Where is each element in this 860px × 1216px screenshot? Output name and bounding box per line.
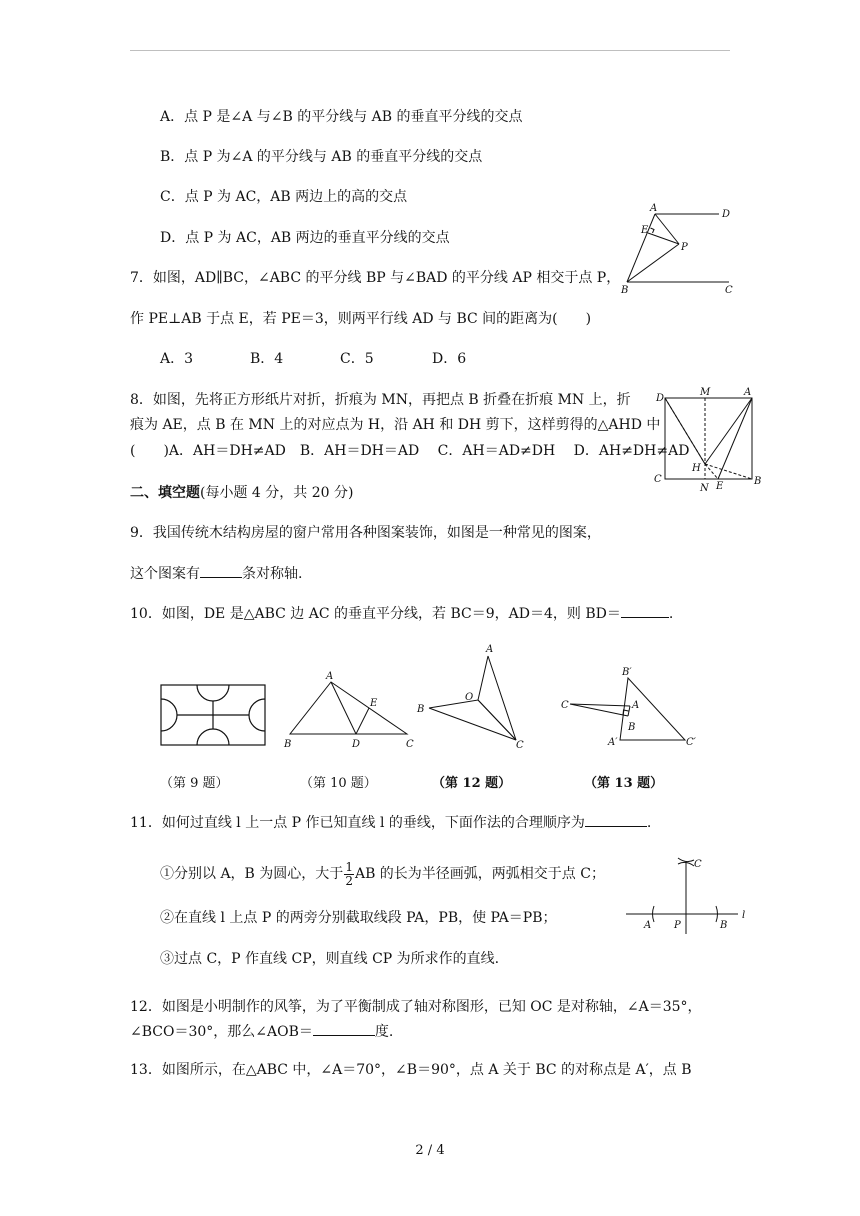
q7-label-c: C xyxy=(725,285,733,296)
q10-post: . xyxy=(668,606,674,622)
q10-label-e: E xyxy=(370,698,378,709)
q12-line2 xyxy=(130,1021,393,1042)
q9-line1: 9．我国传统木结构房屋的窗户常用各种图案装饰，如图是一种常见的图案， xyxy=(130,525,601,541)
q10-label-c: C xyxy=(406,739,414,750)
q13-label-a: A xyxy=(632,700,640,711)
q7-line2: 作 PE⊥AB 于点 E，若 PE＝3，则两平行线 AD 与 BC 间的距离为( ) xyxy=(130,311,592,327)
q8-figure xyxy=(650,385,760,495)
q8-line2: 痕为 AE，点 B 在 MN 上的对应点为 H，沿 AH 和 DH 剪下，这样剪得的△AHD 中 xyxy=(130,417,661,433)
q13-label-aprime: A′ xyxy=(608,737,618,748)
one-half-fraction xyxy=(344,861,354,888)
caption-q10: （第 10 题） xyxy=(300,776,377,791)
q12-label-a: A xyxy=(486,644,494,655)
q13-label-cprime: C′ xyxy=(686,737,696,748)
q7-option-c: C．5 xyxy=(340,351,374,367)
q9-answer-blank[interactable] xyxy=(200,563,242,578)
q12-label-o: O xyxy=(465,692,474,703)
q13-label-c: C xyxy=(561,700,569,711)
q9-figure xyxy=(160,684,266,746)
q8-line3: ( )A．AH＝DH≠AD B．AH＝DH＝AD C．AH＝AD≠DH D．AH≠DH≠AD xyxy=(130,443,690,459)
q10-label-a: A xyxy=(326,671,334,682)
section-title: 二、填空题 xyxy=(130,485,200,501)
q8-label-c: C xyxy=(654,474,662,485)
q8-label-n: N xyxy=(700,483,709,494)
q7-label-e: E xyxy=(641,225,649,236)
q11-step3: ③过点 C，P 作直线 CP，则直线 CP 为所求作的直线. xyxy=(160,951,500,967)
q12-label-b: B xyxy=(417,704,425,715)
q12-answer-blank[interactable] xyxy=(313,1021,375,1036)
q7-line1: 7．如图，AD∥BC，∠ABC 的平分线 BP 与∠BAD 的平分线 AP 相交于点 P， xyxy=(130,270,621,286)
q10-line xyxy=(130,603,673,624)
q12-post: 度. xyxy=(374,1024,394,1040)
caption-q13: （第 13 题） xyxy=(584,776,664,791)
q10-label-b: B xyxy=(284,739,292,750)
q7-figure xyxy=(615,200,745,300)
section-note: (每小题 4 分，共 20 分) xyxy=(200,485,354,501)
q7-option-a: A．3 xyxy=(160,351,194,367)
q8-label-m: M xyxy=(700,387,711,398)
caption-q12: （第 12 题） xyxy=(432,776,512,791)
header-rule xyxy=(130,50,730,51)
q9-line2 xyxy=(130,563,302,584)
q13-figure xyxy=(558,660,708,750)
q10-answer-blank[interactable] xyxy=(621,603,669,618)
q11-line xyxy=(130,812,651,833)
q12-line1: 12．如图是小明制作的风筝，为了平衡制成了轴对称图形，已知 OC 是对称轴，∠A＝35°， xyxy=(130,999,702,1015)
q11-label-c: C xyxy=(694,859,702,870)
q8-label-e: E xyxy=(716,481,724,492)
q6-option-c: C．点 P 为 AC，AB 两边上的高的交点 xyxy=(160,189,408,205)
q7-option-d: D．6 xyxy=(432,351,467,367)
q11-label-l: l xyxy=(742,910,746,921)
q11-step2: ②在直线 l 上点 P 的两旁分别截取线段 PA，PB，使 PA＝PB； xyxy=(160,910,557,926)
q8-line1: 8．如图，先将正方形纸片对折，折痕为 MN，再把点 B 折叠在折痕 MN 上，折 xyxy=(130,392,631,408)
q12-label-c: C xyxy=(516,740,524,751)
q13-label-bprime: B′ xyxy=(622,667,632,678)
fraction-numerator: 1 xyxy=(345,859,353,874)
q11-pre: 11．如何过直线 l 上一点 P 作已知直线 l 的垂线，下面作法的合理顺序为 xyxy=(130,815,585,831)
q7-label-b: B xyxy=(621,285,629,296)
q11-step1-pre: ①分别以 A，B 为圆心，大于 xyxy=(160,866,344,882)
q7-label-a: A xyxy=(650,203,658,214)
q11-post: . xyxy=(646,815,652,831)
q10-label-d: D xyxy=(352,739,361,750)
q11-answer-blank[interactable] xyxy=(585,812,647,827)
fraction-denominator: 2 xyxy=(345,873,353,888)
q10-pre: 10．如图，DE 是△ABC 边 AC 的垂直平分线，若 BC＝9，AD＝4，则 BD＝ xyxy=(130,606,621,622)
q11-label-p: P xyxy=(674,920,681,931)
q7-label-p: P xyxy=(681,242,688,253)
q11-label-b: B xyxy=(720,920,728,931)
q11-step1 xyxy=(160,860,605,888)
q8-label-b: B xyxy=(754,476,762,487)
q8-label-h: H xyxy=(692,463,701,474)
q10-figure xyxy=(280,670,420,752)
q6-option-d: D．点 P 为 AC，AB 两边的垂直平分线的交点 xyxy=(160,230,450,246)
q6-option-a: A．点 P 是∠A 与∠B 的平分线与 AB 的垂直平分线的交点 xyxy=(160,109,523,125)
q11-label-a: A xyxy=(644,920,652,931)
q12-figure xyxy=(412,640,532,750)
q9-post: 条对称轴. xyxy=(242,566,303,582)
q8-label-d: D xyxy=(656,393,665,404)
q12-pre: ∠BCO＝30°，那么∠AOB＝ xyxy=(130,1024,313,1040)
q7-option-b: B．4 xyxy=(250,351,284,367)
page-number: 2 / 4 xyxy=(415,1143,445,1158)
q7-label-d: D xyxy=(722,209,731,220)
q13-line1: 13．如图所示，在△ABC 中，∠A＝70°，∠B＝90°，点 A 关于 BC 的对称点是 A′，点 B xyxy=(130,1062,692,1078)
q11-step1-post: AB 的长为半径画弧，两弧相交于点 C； xyxy=(354,866,605,882)
q6-option-b: B．点 P 为∠A 的平分线与 AB 的垂直平分线的交点 xyxy=(160,149,483,165)
q8-label-a: A xyxy=(744,387,752,398)
section-heading xyxy=(130,483,353,503)
caption-q9: （第 9 题） xyxy=(160,776,229,791)
q9-pre: 这个图案有 xyxy=(130,566,200,582)
q11-figure xyxy=(620,850,760,940)
q13-label-b: B xyxy=(628,722,636,733)
